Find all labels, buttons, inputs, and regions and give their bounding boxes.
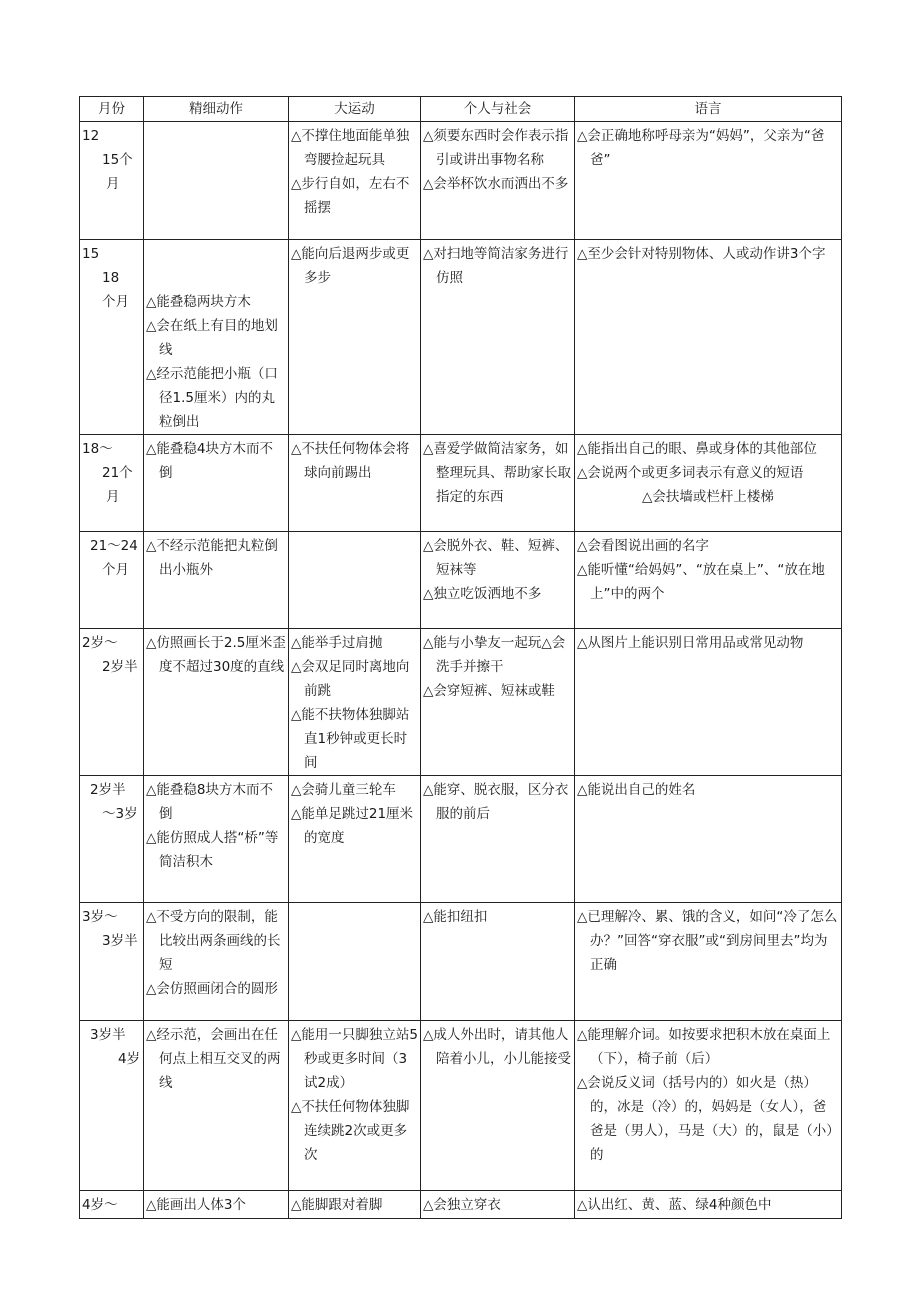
table-row	[80, 532, 842, 629]
language-cell	[575, 532, 842, 629]
language-cell	[575, 903, 842, 1021]
milestone-item: △步行自如，左右不摇摆	[291, 176, 410, 216]
month-cell: 21～24 个月	[80, 532, 144, 629]
header-language: 语言	[575, 97, 842, 122]
milestone-item: △会骑儿童三轮车	[291, 782, 396, 798]
milestone-item: △已理解冷、累、饿的含义，如问“冷了怎么办？”回答“穿衣服”或“到房间里去”均为正确	[577, 909, 838, 973]
milestone-item: △不扶任何物体会将球向前踢出	[291, 441, 410, 481]
milestone-item: △能理解介词。如按要求把积木放在桌面上（下），椅子前（后）	[577, 1027, 831, 1067]
milestone-item: △会看图说出画的名字	[577, 538, 709, 554]
language-cell	[575, 629, 842, 776]
table-row	[80, 435, 842, 532]
table-row	[80, 776, 842, 903]
milestone-item: △能扣纽扣	[423, 909, 488, 925]
fine-motor-cell	[144, 776, 289, 903]
personal-social-cell	[421, 629, 575, 776]
milestone-item: △能穿、脱衣服，区分衣服的前后	[423, 782, 569, 822]
milestone-item: △能举手过肩抛	[291, 635, 383, 651]
personal-social-cell	[421, 1191, 575, 1219]
fine-motor-cell	[144, 240, 289, 435]
table-row	[80, 903, 842, 1021]
milestone-item: △能指出自己的眼、鼻或身体的其他部位	[577, 441, 817, 457]
milestone-item: △能说出自己的姓名	[577, 782, 696, 798]
table-row	[80, 240, 842, 435]
milestone-item: △能与小挚友一起玩△会洗手并擦干	[423, 635, 566, 675]
month-cell: 4岁～	[80, 1191, 144, 1219]
fine-motor-cell	[144, 1191, 289, 1219]
milestone-item: △会仿照画闭合的圆形	[146, 981, 278, 997]
language-cell	[575, 1021, 842, 1191]
milestone-item: △喜爱学做简洁家务，如整理玩具、帮助家长取指定的东西	[423, 441, 571, 505]
gross-motor-cell	[289, 1021, 421, 1191]
personal-social-cell	[421, 435, 575, 532]
personal-social-cell	[421, 122, 575, 240]
personal-social-cell	[421, 776, 575, 903]
milestone-item: △不扶任何物体独脚连续跳2次或更多次	[291, 1099, 410, 1163]
milestone-item: △会独立穿衣	[423, 1197, 501, 1213]
development-milestones-table	[79, 96, 842, 1219]
milestone-item: △能向后退两步或更多步	[291, 246, 410, 286]
table-row	[80, 122, 842, 240]
milestone-item: △会说两个或更多词表示有意义的短语	[577, 465, 804, 481]
milestone-item: △会扶墙或栏杆上楼梯	[642, 489, 774, 505]
table-row	[80, 1021, 842, 1191]
milestone-item: △能叠稳8块方木而不倒	[146, 782, 273, 822]
milestone-item: △经示范，会画出在任何点上相互交叉的两线	[146, 1027, 281, 1091]
milestone-item: △独立吃饭洒地不多	[423, 586, 542, 602]
milestone-item: △会在纸上有目的地划线	[146, 318, 278, 358]
milestone-item: △须要东西时会作表示指引或讲出事物名称	[423, 128, 569, 168]
gross-motor-cell	[289, 435, 421, 532]
milestone-item: △会举杯饮水而洒出不多	[423, 176, 569, 192]
fine-motor-cell	[144, 532, 289, 629]
milestone-item: △对扫地等简洁家务进行仿照	[423, 246, 569, 286]
language-cell	[575, 1191, 842, 1219]
language-cell	[575, 240, 842, 435]
milestone-item: △会正确地称呼母亲为“妈妈”，父亲为“爸爸”	[577, 128, 825, 168]
milestone-item: △能不扶物体独脚站直1秒钟或更长时间	[291, 707, 410, 771]
gross-motor-cell	[289, 903, 421, 1021]
language-cell	[575, 122, 842, 240]
month-cell: 3岁半 4岁	[80, 1021, 144, 1191]
milestone-item: △成人外出时，请其他人陪着小儿，小儿能接受	[423, 1027, 571, 1067]
milestone-item: △经示范能把小瓶（口径1.5厘米）内的丸粒倒出	[146, 366, 278, 430]
milestone-item: △能单足跳过21厘米的宽度	[291, 806, 414, 846]
gross-motor-cell	[289, 776, 421, 903]
milestone-item: △不撑住地面能单独弯腰捡起玩具	[291, 128, 410, 168]
fine-motor-cell	[144, 903, 289, 1021]
month-cell: 3岁～ 3岁半	[80, 903, 144, 1021]
month-cell: 2岁半 ～3岁	[80, 776, 144, 903]
month-cell: 15 18 个月	[80, 240, 144, 435]
personal-social-cell	[421, 903, 575, 1021]
header-month: 月份	[80, 97, 144, 122]
fine-motor-cell	[144, 1021, 289, 1191]
milestone-item: △能听懂“给妈妈”、“放在桌上”、“放在地上”中的两个	[577, 562, 825, 602]
month-cell: 2岁～ 2岁半	[80, 629, 144, 776]
table-row	[80, 629, 842, 776]
gross-motor-cell	[289, 122, 421, 240]
milestone-item: △仿照画长于2.5厘米歪度不超过30度的直线	[146, 635, 286, 675]
milestone-item: △能脚跟对着脚	[291, 1197, 383, 1213]
personal-social-cell	[421, 240, 575, 435]
milestone-item: △能用一只脚独立站5秒或更多时间（3试2成）	[291, 1027, 418, 1091]
table-header-row	[80, 97, 842, 122]
personal-social-cell	[421, 532, 575, 629]
fine-motor-cell	[144, 435, 289, 532]
milestone-item: △会脱外衣、鞋、短裤、短袜等	[423, 538, 569, 578]
milestone-item: △从图片上能识别日常用品或常见动物	[577, 635, 804, 651]
month-cell: 18～ 21个 月	[80, 435, 144, 532]
fine-motor-cell	[144, 122, 289, 240]
header-gross-motor: 大运动	[289, 97, 421, 122]
milestone-item: △会双足同时离地向前跳	[291, 659, 410, 699]
table-row	[80, 1191, 842, 1219]
milestone-item: △能叠稳两块方木	[146, 294, 251, 310]
fine-motor-cell	[144, 629, 289, 776]
header-fine-motor: 精细动作	[144, 97, 289, 122]
milestone-item: △不受方向的限制，能比较出两条画线的长短	[146, 909, 281, 973]
milestone-item: △能仿照成人搭“桥”等简洁积木	[146, 830, 279, 870]
gross-motor-cell	[289, 240, 421, 435]
gross-motor-cell	[289, 629, 421, 776]
milestone-item: △至少会针对特别物体、人或动作讲3个字	[577, 246, 826, 262]
language-cell	[575, 776, 842, 903]
month-cell: 12 15个 月	[80, 122, 144, 240]
milestone-item: △能画出人体3个	[146, 1197, 246, 1213]
language-cell	[575, 435, 842, 532]
personal-social-cell	[421, 1021, 575, 1191]
gross-motor-cell	[289, 532, 421, 629]
gross-motor-cell	[289, 1191, 421, 1219]
milestone-item: △会穿短裤、短袜或鞋	[423, 683, 555, 699]
milestone-item: △认出红、黄、蓝、绿4种颜色中	[577, 1197, 772, 1213]
milestone-item: △能叠稳4块方木而不倒	[146, 441, 273, 481]
header-personal-social: 个人与社会	[421, 97, 575, 122]
milestone-item: △会说反义词（括号内的）如火是（热）的，冰是（冷）的，妈妈是（女人），爸爸是（男人），马是（大）的，鼠是（小）的	[577, 1075, 833, 1163]
milestone-item: △不经示范能把丸粒倒出小瓶外	[146, 538, 278, 578]
